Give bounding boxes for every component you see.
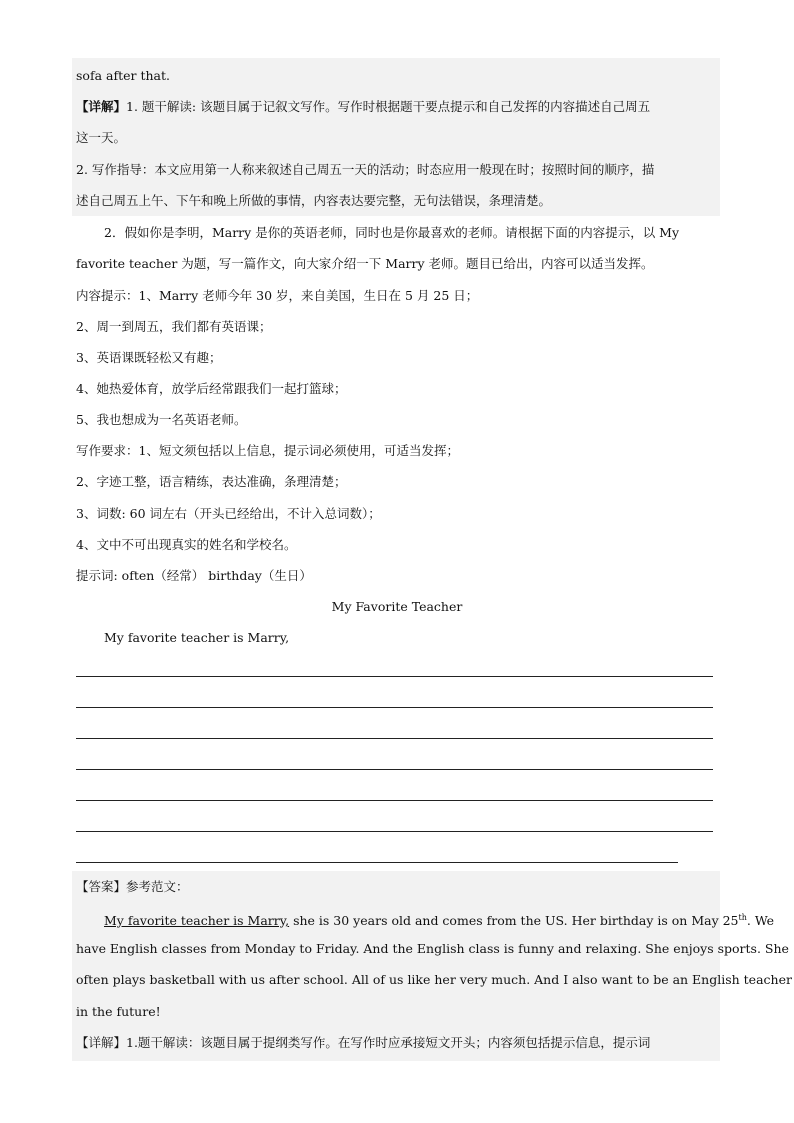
answer-line: often plays basketball with us after school. All of us like her very much. And I also want to be an English teacher: [76, 972, 792, 987]
writing-line: [76, 831, 713, 832]
question-line: favorite teacher 为题，写一篇作文，向大家介绍一下 Marry 老师。题目已给出，内容可以适当发挥。: [76, 256, 654, 271]
answer-sup: th: [738, 913, 747, 922]
writing-line: [76, 862, 678, 863]
writing-line: [76, 769, 713, 770]
text-line: 这一天。: [76, 130, 127, 145]
keywords-line: 提示词: often（经常） birthday（生日）: [76, 568, 312, 583]
detail-tag: 【详解】: [76, 99, 127, 114]
hint-line: 内容提示：1、Marry 老师今年 30 岁，来自美国，生日在 5 月 25 日；: [76, 288, 479, 303]
answer-tag: 【答案】参考范文：: [76, 879, 189, 894]
hint-line: 3、英语课既轻松又有趣；: [76, 350, 222, 365]
text-line: 2. 写作指导：本文应用第一人称来叙述自己周五一天的活动；时态应用一般现在时；按照时间的顺序，描: [76, 162, 655, 177]
essay-start: My favorite teacher is Marry,: [104, 630, 290, 645]
answer-text: . We: [746, 913, 775, 929]
requirement-line: 2、字迹工整，语言精练，表达准确，条理清楚；: [76, 474, 347, 489]
text-line: 述自己周五上午、下午和晚上所做的事情，内容表达要完整，无句法错误，条理清楚。: [76, 193, 552, 208]
hint-line: 2、周一到周五，我们都有英语课；: [76, 319, 272, 334]
hint-line: 4、她热爱体育，放学后经常跟我们一起打篮球；: [76, 381, 347, 396]
detail-bottom-line: 【详解】1.题干解读：该题目属于提纲类写作。在写作时应承接短文开头；内容须包括提示信息，提示词: [76, 1035, 651, 1050]
answer-text: she is 30 years old and comes from the US. Her birthday is on May 25: [289, 913, 739, 929]
answer-line: in the future!: [76, 1004, 161, 1019]
answer-underlined: My favorite teacher is Marry,: [104, 913, 290, 929]
requirement-line: 写作要求：1、短文须包括以上信息，提示词必须使用，可适当发挥；: [76, 443, 459, 458]
hint-line: 5、我也想成为一名英语老师。: [76, 412, 247, 427]
detail-text: 1. 题干解读: 该题目属于记叙文写作。写作时根据题干要点提示和自己发挥的内容描述自己周五: [126, 99, 651, 114]
question-line: 2．假如你是李明，Marry 是你的英语老师，同时也是你最喜欢的老师。请根据下面的内容提示，以 My: [104, 225, 680, 240]
answer-block-shade: [72, 871, 720, 1061]
essay-title: My Favorite Teacher: [331, 599, 463, 614]
answer-line: have English classes from Monday to Friday. And the English class is funny and relaxing. She enjoys sports. She: [76, 941, 789, 956]
requirement-line: 3、词数: 60 词左右（开头已经给出，不计入总词数）；: [76, 506, 381, 521]
writing-line: [76, 738, 713, 739]
requirement-line: 4、文中不可出现真实的姓名和学校名。: [76, 537, 297, 552]
writing-line: [76, 676, 713, 677]
answer-line: [104, 910, 774, 929]
writing-line: [76, 707, 713, 708]
text-line: [76, 99, 650, 115]
writing-line: [76, 800, 713, 801]
text-line: sofa after that.: [76, 68, 170, 83]
